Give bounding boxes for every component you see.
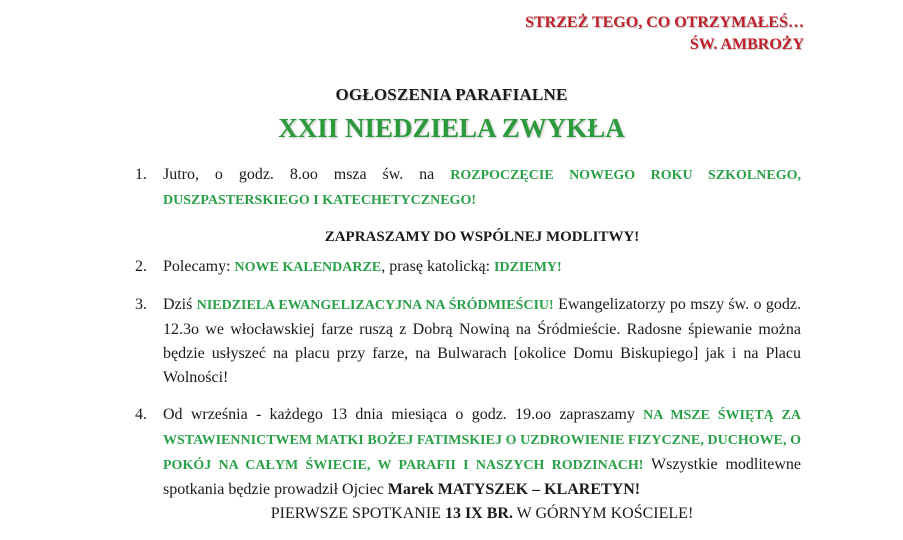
announcement-item-4 <box>135 403 801 502</box>
item-highlight: ROZPOCZĘCIE NOWEGO ROKU SZKOLNEGO, DUSZPASTERSKIEGO I KATECHETYCZNEGO! <box>163 168 801 208</box>
announcements-list <box>135 163 801 526</box>
item-text: Polecamy: <box>163 258 235 275</box>
item-number: 4. <box>135 406 147 423</box>
item-bold: Marek MATYSZEK – KLARETYN! <box>387 481 641 498</box>
item-number: 3. <box>135 296 147 313</box>
item-text: Jutro, o godz. 8.oo msza św. na <box>163 166 451 183</box>
motto-quote: STRZEŻ TEGO, CO OTRZYMAŁEŚ… <box>525 14 804 31</box>
item-highlight: NOWE KALENDARZE <box>234 260 382 275</box>
meeting-place: W GÓRNYM KOŚCIELE! <box>512 505 694 522</box>
announcement-item-3 <box>135 293 801 390</box>
meeting-date: 13 IX BR. <box>444 505 513 522</box>
page-title: OGŁOSZENIA PARAFIALNE <box>335 85 568 104</box>
item-highlight: IDZIEMY! <box>494 260 562 275</box>
motto <box>525 12 804 56</box>
item-text: Dziś <box>163 296 197 313</box>
motto-author: ŚW. AMBROŻY <box>689 36 804 53</box>
item-text: Ewangelizatorzy po mszy św. o godz. 12.3o we włocławskiej farze ruszą z Dobrą Nowiną na Śródmieście. Radosne śpiewanie można będzie usłyszeć na placu przy farze, na Bulwarach [okolice Domu Biskupiego] jak i na Placu Wolności! <box>163 296 802 386</box>
invitation-line: ZAPRASZAMY DO WSPÓLNEJ MODLITWY! <box>324 229 640 245</box>
announcement-item-1 <box>135 163 801 213</box>
item-highlight: NA MSZE ŚWIĘTĄ ZA WSTAWIENNICTWEM MATKI BOŻEJ FATIMSKIEJ O UZDROWIENIE FIZYCZNE, DUCHOWE, O POKÓJ NA CAŁYM ŚWIECIE, W PARAFII I NASZYCH RODZINACH! <box>163 408 802 473</box>
item-text: Wszystkie modlitewne spotkania będzie prowadził Ojciec <box>163 456 801 498</box>
item-text: , prasę katolicką: <box>381 258 495 275</box>
meeting-line <box>135 502 801 526</box>
announcement-item-2 <box>135 255 801 280</box>
item-number: 2. <box>135 258 147 275</box>
item-highlight: NIEDZIELA EWANGELIZACYJNA NA ŚRÓDMIEŚCIU! <box>196 298 554 313</box>
page-subtitle: XXII NIEDZIELA ZWYKŁA <box>278 113 625 143</box>
meeting-text: PIERWSZE SPOTKANIE <box>270 505 445 522</box>
item-text: Od września - każdego 13 dnia miesiąca o godz. 19.oo zapraszamy <box>163 406 644 423</box>
item-number: 1. <box>135 166 147 183</box>
